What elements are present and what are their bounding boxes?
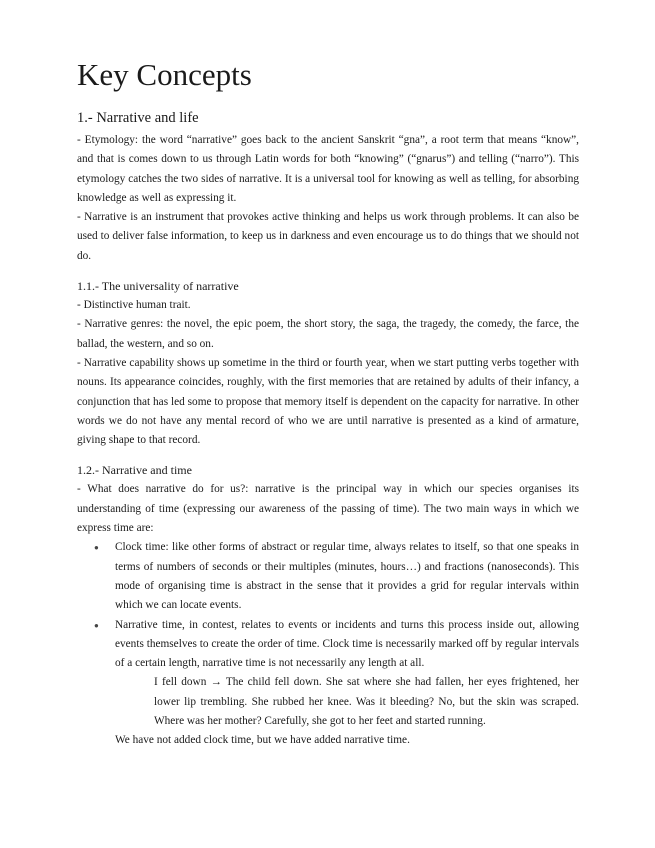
paragraph-genres: - Narrative genres: the novel, the epic poem, the short story, the saga, the tragedy, the comedy, the farce, the ballad, the western, and so on.	[77, 318, 579, 350]
paragraph-etymology: - Etymology: the word “narrative” goes back to the ancient Sanskrit “gna”, a root term that means “know”, and that is comes down to us through Latin words for both “knowing” (“gnarus”) and telling (“narro”). This etymology catches the two sides of narrative. It is a universal tool for knowing as well as telling, for absorbing knowledge as well as expressing it.	[77, 134, 579, 204]
paragraph-instrument: - Narrative is an instrument that provokes active thinking and helps us work through problems. It can also be used to deliver false information, to keep us in darkness and even encourage us to do things that we should not do.	[77, 211, 579, 262]
section-narrative-and-life	[77, 109, 579, 266]
list-item-clock-time	[94, 538, 579, 615]
bullet-icon: ●	[94, 543, 99, 553]
example-quote: I fell down → The child fell down. She sat where she had fallen, her eyes frightened, her lower lip trembling. She rubbed her knee. Was it bleeding? No, but the skin was scraped. Where was her mother? Carefully, she got to her feet and started running.	[154, 676, 579, 728]
section-narrative-and-time	[77, 461, 579, 750]
page-title: Key Concepts	[77, 57, 252, 92]
section-universality	[77, 277, 579, 450]
time-types-list	[77, 538, 579, 731]
paragraph-conclusion: We have not added clock time, but we have added narrative time.	[115, 734, 410, 747]
bullet-icon: ●	[94, 620, 99, 630]
list-item-text: Narrative time, in contest, relates to events or incidents and turns this process inside out, allowing events themselves to create the order of time. Clock time is necessarily marked off by regular intervals of a certain length, narrative time is not necessarily any length at all.	[115, 618, 579, 670]
list-item-text: Clock time: like other forms of abstract or regular time, always relates to itself, so that one speaks in terms of numbers of seconds or their multiples (minutes, hours…) and fractions (nanoseconds). This mode of organising time is abstract in the sense that it provides a grid for regular intervals within which we can locate events.	[115, 541, 579, 612]
list-item-narrative-time	[94, 616, 579, 732]
paragraph-capability: - Narrative capability shows up sometime in the third or fourth year, when we start putting verbs together with nouns. Its appearance coincides, roughly, with the first memories that are retained by adults of their infancy, a conjunction that has led some to propose that memory itself is dependent on the capacity for narrative. In other words we do not have any mental record of who we are until narrative is presented as a kind of armature, giving shape to that record.	[77, 356, 579, 447]
paragraph-human-trait: - Distinctive human trait.	[77, 299, 191, 312]
section-heading: 1.- Narrative and life	[77, 110, 199, 126]
subsection-heading: 1.1.- The universality of narrative	[77, 279, 239, 294]
subsection-heading: 1.2.- Narrative and time	[77, 463, 192, 478]
paragraph-intro: - What does narrative do for us?: narrative is the principal way in which our species organises its understanding of time (expressing our awareness of the passing of time). The two main ways in which we express time are:	[77, 483, 579, 535]
